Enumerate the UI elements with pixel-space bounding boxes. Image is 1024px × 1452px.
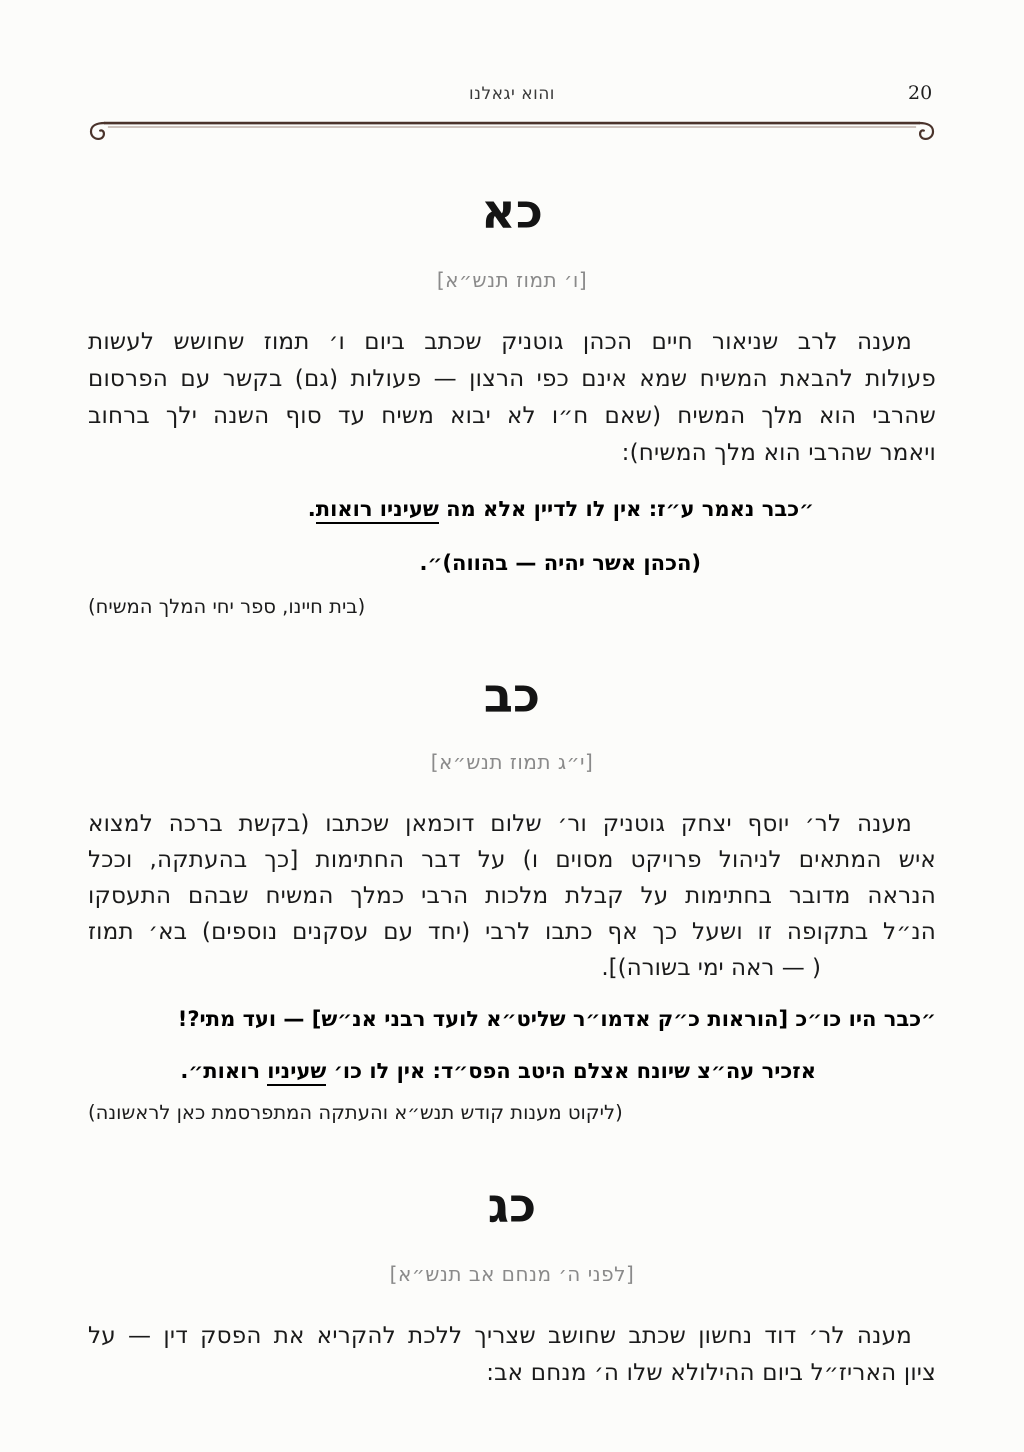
paragraph-line: פעולות להבאת המשיח שמא אינם כפי הרצון — פעולות (גם) בקשר עם הפרסום <box>88 366 936 392</box>
paragraph-line: מענה לר׳ יוסף יצחק גוטניק ור׳ שלום דוכמאן שכתבו (בקשת ברכה למצוא <box>88 811 912 837</box>
section-date-23: [לפני ה׳ מנחם אב תנש״א] <box>389 1262 635 1286</box>
section-heading-22: כב <box>483 668 541 724</box>
paragraph-line: מענה לרב שניאור חיים הכהן גוטניק שכתב ביום ו׳ תמוז שחושש לעשות <box>88 329 912 355</box>
section-21-quote-line-1 <box>88 494 936 524</box>
section-21-source-citation: (בית חיינו, ספר יחי המלך המשיח) <box>88 595 366 618</box>
paragraph-tail-line: ( — ראה ימי בשורה)]. <box>601 955 821 981</box>
paragraph-line: איש המתאים לניהול פרויקט מסוים ו) על דבר החתימות [כך בהעתקה, וככל <box>88 847 936 873</box>
paragraph-line: מענה לר׳ דוד נחשון שכתב שחושב שצריך ללכת להקריא את הפסק דין — על <box>88 1323 912 1349</box>
left-scroll-curl <box>91 123 105 139</box>
running-title: והוא יגאלנו <box>469 84 555 104</box>
section-date-21: [ו׳ תמוז תנש״א] <box>436 268 588 292</box>
section-21-intro-paragraph <box>88 324 936 472</box>
paragraph-line: ציון האריז״ל ביום ההילולא שלו ה׳ מנחם אב: <box>486 1360 936 1386</box>
paragraph-line: ויאמר שהרבי הוא מלך המשיח): <box>621 440 936 466</box>
section-22-quote-line-2 <box>88 1056 936 1086</box>
section-22-quote-line-1: ״כבר היו כו״כ [הוראות כ״ק אדמו״ר שליט״א לועד רבני אנ״ש] — ועד מתי?! <box>177 1007 936 1031</box>
section-22-source-citation: (ליקוט מענות קודש תנש״א והעתקה המתפרסמת כאן לראשונה) <box>88 1101 623 1124</box>
quote-text: רואות״. <box>180 1059 268 1083</box>
section-date-22: [י״ג תמוז תנש״א] <box>430 750 594 774</box>
section-heading-21: כא <box>480 184 544 240</box>
quote-text: אזכיר עה״צ שיונח אצלם היטב הפס״ד: אין לו כו׳ <box>326 1059 816 1083</box>
paragraph-line: הנ״ל בתקופה זו ושעל כך אף כתבו לרבי (יחד עם עסקנים נוספים) בא׳ תמוז <box>88 919 936 945</box>
section-22-intro-paragraph <box>88 806 936 986</box>
quote-text: ״כבר נאמר ע״ז: אין לו לדיין אלא מה <box>438 497 814 521</box>
underlined-phrase: שעיניו <box>267 1059 326 1086</box>
section-21-quote-line-2: (הכהן אשר יהיה — בהווה)״. <box>419 551 701 575</box>
underlined-phrase: שעיניו רואות <box>316 497 439 524</box>
paragraph-line: שהרבי הוא מלך המשיח (שאם ח״ו לא יבוא משיח עד סוף השנה ילך ברחוב <box>88 403 936 429</box>
ornamental-rule-svg <box>88 116 936 142</box>
ornamental-rule <box>88 116 936 142</box>
paragraph-line: הנראה מדובר בחתימות על קבלת מלכות הרבי כמלך המשיח שבהם התעסקו <box>88 883 936 909</box>
section-23-intro-paragraph <box>88 1318 936 1392</box>
right-scroll-curl <box>919 123 933 139</box>
page-header <box>88 84 936 108</box>
section-heading-23: כג <box>487 1178 537 1234</box>
document-page <box>88 0 936 1392</box>
quote-text: . <box>307 497 316 521</box>
page-number: 20 <box>908 82 933 104</box>
